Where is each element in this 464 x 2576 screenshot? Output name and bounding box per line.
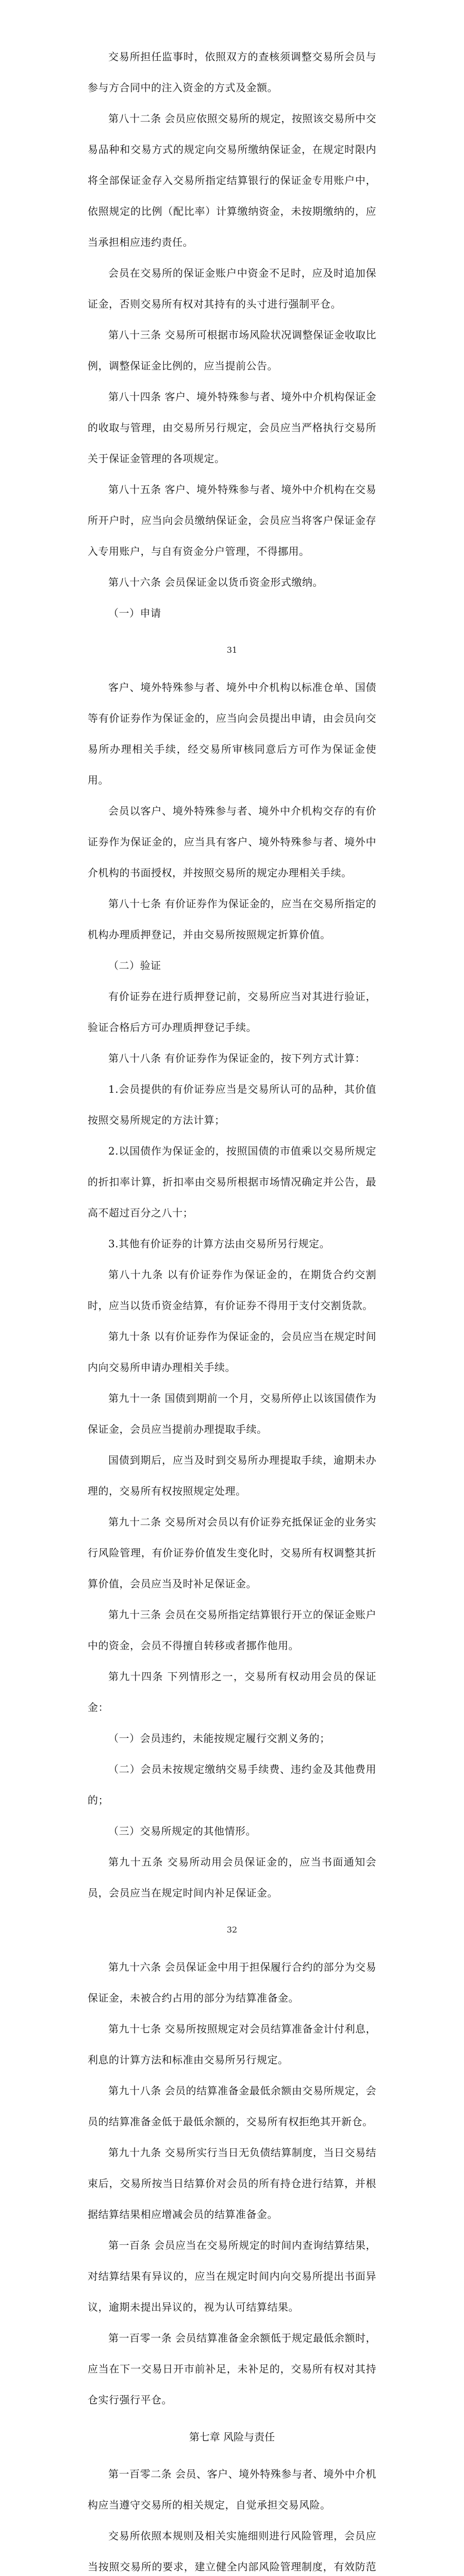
paragraph: 国债到期后，应当及时到交易所办理提取手续，逾期未办理的，交易所有权按照规定处理。	[88, 1454, 376, 1497]
paragraph: 会员以客户、境外特殊参与者、境外中介机构交存的有价证券作为保证金的，应当具有客户、境外特殊参与者、境外中介机构的书面授权，并按照交易所的规定办理相关手续。	[88, 805, 376, 879]
paragraph: 第九十七条 交易所按照规定对会员结算准备金计付利息，利息的计算方法和标准由交易所另行规定。	[88, 2023, 376, 2066]
paragraph: 第八十六条 会员保证金以货币资金形式缴纳。	[108, 576, 323, 588]
paragraph: 第八十五条 客户、境外特殊参与者、境外中介机构在交易所开户时，应当向会员缴纳保证金，会员应当将客户保证金存入专用账户，与自有资金分户管理，不得挪用。	[88, 483, 376, 557]
paragraph: 第九十四条 下列情形之一，交易所有权动用会员的保证金：	[88, 1670, 376, 1714]
paragraph: （一）会员违约，未能按规定履行交割义务的；	[108, 1732, 330, 1744]
paragraph: 有价证券在进行质押登记前，交易所应当对其进行验证，验证合格后方可办理质押登记手续。	[88, 990, 376, 1033]
paragraph: 第八十四条 客户、境外特殊参与者、境外中介机构保证金的收取与管理，由交易所另行规定，会员应当严格执行交易所关于保证金管理的各项规定。	[88, 391, 376, 465]
inline-page-number: 32	[226, 1925, 238, 1935]
paragraph: （三）交易所规定的其他情形。	[108, 1825, 256, 1837]
paragraph: 交易所依照本规则及相关实施细则进行风险管理，会员应当按照交易所的要求，建立健全内部风险管理制度，有效防范	[88, 2530, 376, 2573]
paragraph: 第一百零二条 会员、客户、境外特殊参与者、境外中介机构应当遵守交易所的相关规定，自觉承担交易风险。	[88, 2468, 376, 2511]
paragraph: 第九十九条 交易所实行当日无负债结算制度，当日交易结束后，交易所按当日结算价对会员的所有持仓进行结算，并根据结算结果相应增减会员的结算准备金。	[88, 2146, 376, 2221]
paragraph: 第九十五条 交易所动用会员保证金的，应当书面通知会员，会员应当在规定时间内补足保证金。	[88, 1856, 376, 1899]
chapter-heading: 第七章 风险与责任	[189, 2431, 275, 2443]
paragraph: 第九十三条 会员在交易所指定结算银行开立的保证金账户中的资金，会员不得擅自转移或者挪作他用。	[88, 1608, 376, 1652]
paragraph: 第九十条 以有价证券作为保证金的，会员应当在规定时间内向交易所申请办理相关手续。	[88, 1330, 376, 1374]
paragraph: 第九十八条 会员的结算准备金最低余额由交易所规定，会员的结算准备金低于最低余额的，交易所有权拒绝其开新仓。	[88, 2084, 376, 2128]
paragraph: 第九十六条 会员保证金中用于担保履行合约的部分为交易保证金，未被合约占用的部分为结算准备金。	[88, 1961, 376, 2004]
paragraph: 第八十二条 会员应依照交易所的规定，按照该交易所中交易品种和交易方式的规定向交易所缴纳保证金，在规定时限内将全部保证金存入交易所指定结算银行的保证金专用账户中，依照规定的比例（配比率）计算缴纳资金，未按期缴纳的，应当承担相应违约责任。	[88, 112, 376, 248]
paragraph: 第九十二条 交易所对会员以有价证券充抵保证金的业务实行风险管理，有价证券价值发生变化时，交易所有权调整其折算价值，会员应当及时补足保证金。	[88, 1516, 376, 1590]
paragraph: （一）申请	[108, 607, 161, 619]
paragraph: 会员在交易所的保证金账户中资金不足时，应及时追加保证金，否则交易所有权对其持有的头寸进行强制平仓。	[88, 267, 376, 310]
document-body	[88, 41, 376, 2576]
paragraph: （二）验证	[108, 959, 161, 972]
paragraph: 第八十九条 以有价证券作为保证金的，在期货合约交割时，应当以货币资金结算，有价证券不得用于支付交割货款。	[88, 1268, 376, 1312]
paragraph: 第一百零一条 会员结算准备金余额低于规定最低余额时，应当在下一交易日开市前补足，未补足的，交易所有权对其持仓实行强行平仓。	[88, 2332, 376, 2406]
paragraph: 1.会员提供的有价证券应当是交易所认可的品种，其价值按照交易所规定的方法计算；	[88, 1083, 376, 1126]
paragraph: 3.其他有价证券的计算方法由交易所另行规定。	[108, 1238, 330, 1250]
paragraph: 第八十七条 有价证券作为保证金的，应当在交易所指定的机构办理质押登记，并由交易所按照规定折算价值。	[88, 897, 376, 941]
paragraph: 第一百条 会员应当在交易所规定的时间内查询结算结果，对结算结果有异议的，应当在规定时间内向交易所提出书面异议，逾期未提出异议的，视为认可结算结果。	[88, 2239, 376, 2313]
paragraph: （二）会员未按规定缴纳交易手续费、违约金及其他费用的；	[88, 1763, 376, 1806]
paragraph: 第八十八条 有价证券作为保证金的，按下列方式计算：	[108, 1052, 366, 1064]
paragraph: 2.以国债作为保证金的，按照国债的市值乘以交易所规定的折扣率计算，折扣率由交易所根据市场情况确定并公告，最高不超过百分之八十；	[88, 1145, 376, 1219]
paragraph: 客户、境外特殊参与者、境外中介机构以标准仓单、国债等有价证券作为保证金的，应当向会员提出申请，由会员向交易所办理相关手续，经交易所审核同意后方可作为保证金使用。	[88, 681, 376, 786]
paragraph: 交易所担任监事时，依照双方的查核须调整交易所会员与参与方合同中的注入资金的方式及金额。	[88, 50, 376, 94]
paragraph: 第八十三条 交易所可根据市场风险状况调整保证金收取比例，调整保证金比例的，应当提前公告。	[88, 329, 376, 372]
inline-page-number: 31	[226, 645, 238, 655]
paragraph: 第九十一条 国债到期前一个月，交易所停止以该国债作为保证金，会员应当提前办理提取手续。	[88, 1392, 376, 1435]
